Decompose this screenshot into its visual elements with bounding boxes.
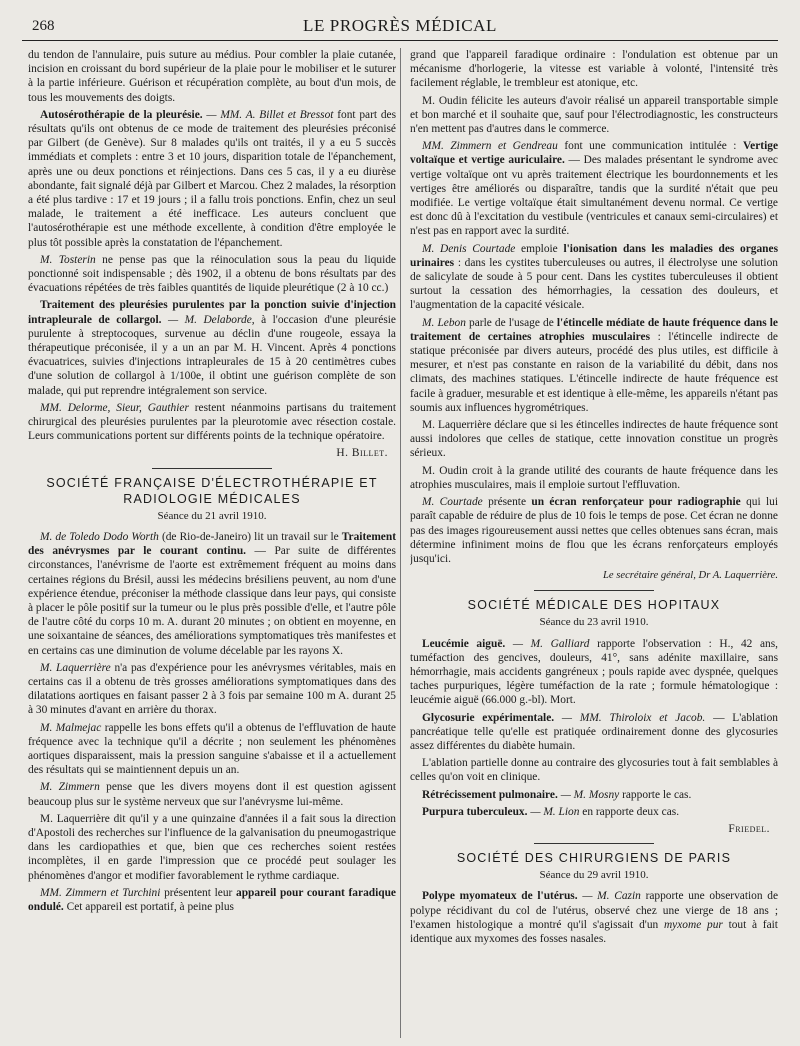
paragraph — [410, 788, 778, 802]
author-names: MM. Zimmern et Turchini — [40, 886, 161, 899]
paragraph-text: rapporte le cas. — [622, 788, 692, 801]
paragraph-text: — L'ablation pancréatique telle qu'elle est pratiquée ordinairement donne des glycosuries assez différentes du diabète humain. — [410, 711, 778, 752]
author-names: — M. Delaborde, — [168, 313, 255, 326]
paragraph: M. Laquerrière dit qu'il y a une quinzaine d'années il a fait sous la direction d'Apostoli des recherches sur l'influence de la galvanisation du pneumogastrique dans les cardiopathies et que, bien que ces recherches soient restées incomplètes, il en garde l'impression que ce procédé peut soulager les phénomènes d'angor et modifier favorablement le rythme cardiaque. — [28, 812, 396, 882]
paragraph — [410, 316, 778, 415]
author-names: MM. Delorme, Sieur, Gauthier — [40, 401, 189, 414]
paragraph-text: à l'occasion d'une pleurésie purulente à streptocoques, survenue au déclin d'une rougeole, essaya la thérapeutique préconisée, il y a un an par M. H. Vincent. Après 4 ponctions évacuatrices, suivies d'injections intrapleurales de 15 à 20 centimètres cubes d'une solution de collargol à 1/100e, il obtint une guérison complète de son malade, qui put reprendre intégralement son service. — [28, 313, 396, 397]
paragraph-text: — Par suite de différentes circonstances, l'anévrisme de l'aorte est extrêmement fréquent au moins dans certaines régions du Brésil, aussi les médecins brésiliens peuvent, au nom d'une expérience étendue, préconiser la méthode classique dans leur pays, qui consiste à placer le pôle positif sur la tumeur ou le plus près possible d'elle, et l'autre pôle de l'autre côté du corps 10 m. A. durant 20 minutes ; on obtient en moyenne, en une soixantaine de séances, des améliorations symptomatiques très manifestes et en certains cas une diminution de volume décelable par les rayons X. — [28, 545, 396, 657]
paragraph — [28, 886, 396, 914]
section-heading: un écran renforçateur pour radiographie — [531, 496, 741, 509]
section-heading: Glycosurie expérimentale. — [422, 711, 555, 724]
page-header — [22, 14, 778, 41]
session-date: Séance du 29 avril 1910. — [539, 869, 649, 882]
paragraph-text: parle de l'usage de — [469, 316, 554, 329]
right-column — [410, 48, 778, 1038]
section-heading: Vertige voltaïque et vertige auriculaire. — [410, 140, 778, 167]
section-heading: Traitement des anévrysmes par le courant continu. — [28, 530, 396, 558]
paragraph-text: : dans les cystites tuberculeuses ou autres, il électrolyse une solution de salicylate de soude à 5 pour cent. Dans les cystites tuberculeuses il obtient surtout la cessation des hémorrhagies, la cessation des douleurs, et l'augmentation de la capacité vésicale. — [410, 256, 778, 312]
page-number: 268 — [32, 18, 55, 34]
author-names: — M. Galliard — [512, 637, 590, 650]
paragraph: M. Oudin croit à la grande utilité des courants de haute fréquence dans les atrophies musculaires, mais il emploie surtout l'effluvation. — [410, 464, 778, 491]
author-names: M. Lebon — [422, 316, 466, 329]
paragraph-text: n'a pas d'expérience pour les anévrysmes véritables, mais en certains cas il a obtenu de très grosses améliorations symptomatiques dans des dilatations aortiques en faisant passer 2 à 3 fois par semaine 100 m A. durant 25 à 30 minutes d'avant en arrière du thorax. — [28, 661, 396, 717]
section-rule — [534, 590, 654, 591]
author-names: M. de Toledo Dodo Worth — [40, 530, 159, 543]
author-names: MM. Zimmern et Gendreau — [422, 140, 558, 153]
society-title: SOCIÉTÉ DES CHIRURGIENS DE PARIS — [456, 851, 732, 866]
paragraph-text: en rapporte deux cas. — [582, 805, 680, 818]
paragraph-text: (de Rio-de-Janeiro) lit un travail sur le — [161, 530, 339, 543]
section-heading: Rétrécissement pulmonaire. — [422, 788, 558, 801]
emphasis-text: myxome pur — [663, 918, 723, 931]
paragraph-text: : l'étincelle indirecte de statique préconisée par divers auteurs, procédé des plus utiles, est difficile à mesurer, et n'est pas constante en raison de la variabilité du débit, dans nos climats, des machines statiques. L'étincelle indirecte de haute fréquence est facile à graduer, mesurable et est identique à elle-même, les appareils n'étant pas soumis aux influences hygrométriques. — [410, 330, 778, 414]
paragraph: L'ablation partielle donne au contraire des glycosuries tout à fait semblables à celles qu'on voit en clinique. — [410, 757, 778, 784]
society-title: SOCIÉTÉ MÉDICALE DES HOPITAUX — [467, 598, 721, 613]
paragraph-text: restent néanmoins partisans du traitement chirurgical des pleurésies purulentes par la pleurotomie avec résection costale. Leurs communications portent sur différents points de la technique opératoire. — [28, 401, 396, 443]
society-title: SOCIÉTÉ FRANÇAISE D'ÉLECTROTHÉRAPIE ET RADIOLOGIE MÉDICALES — [46, 475, 378, 506]
session-date: Séance du 23 avril 1910. — [539, 616, 649, 629]
signature — [28, 446, 396, 460]
paragraph-text: font part des résultats qu'ils ont obtenus de ce mode de traitement des pleurésies préconisé par Gilbert (de Genève). Sur 8 malades qu'ils ont traités, il y a eu 5 succès immédiats et complets : entre 3 et 10 jours, disparition totale de l'épanchement, après une ou deux ponctions et réinjections. Dans ces 5 cas, il y a eu diurèse abondante, fait signalé déjà par Gilbert et Marcou. Chez 2 malades, la résorption a été plus tardive : 17 et 19 jours ; il a fallu trois ponctions. Enfin, chez un seul malade, le traitement a été inefficace. Les auteurs concluent que l'autosérothérapie est une méthode excellente, à condition d'être employée le plus tôt possible après la constatation de l'épanchement. — [28, 108, 396, 249]
paragraph-text: font une communication intitulée : — [564, 140, 737, 153]
paragraph — [28, 661, 396, 718]
paragraph-text: présente — [488, 496, 527, 509]
section-heading: l'étincelle médiate de haute fréquence dans le traitement de certaines atrophies musculaires — [410, 316, 778, 343]
paragraph — [410, 139, 778, 238]
author-names: M. Denis Courtade — [422, 242, 516, 255]
paragraph-text: présentent leur — [164, 886, 233, 899]
paragraph — [28, 721, 396, 778]
author-names: M. Laquerrière — [40, 661, 111, 674]
author-names: — M. Cazin — [582, 890, 641, 903]
author-names: — M. Lion — [530, 805, 580, 818]
paragraph — [410, 889, 778, 946]
author-names: — MM. A. Billet et Bressot — [206, 108, 334, 121]
paragraph: M. Laquerrière déclare que si les étincelles indirectes de haute fréquence sont aussi indolores que celles de statique, cette innovation constitue un progrès sérieux. — [410, 419, 778, 460]
section-heading: Polype myomateux de l'utérus. — [422, 890, 578, 903]
paragraph-text: rappelle les bons effets qu'il a obtenus de l'effluvation de haute fréquence avec la technique qu'il a décrite ; non seulement les phénomènes aortiques disparaissent, mais la pression sanguine s'abaisse et il a actuellement des résultats qui se maintiennent depuis un an. — [28, 721, 396, 777]
author-names: M. Tosterin — [40, 253, 96, 266]
paragraph — [410, 711, 778, 754]
paragraph-text: Cet appareil est portatif, à peine plus — [66, 900, 234, 913]
paragraph-text: rapporte l'observation : H., 42 ans, tuméfaction des gencives, douleurs, 41°, sans adénite maxillaire, sans hémorrhagie, mais accidents gangréneux ; pouls rapide avec dyspnée, quelques taches purpuriques, légère tuméfaction de la rate ; formule hématologique : leucémie aiguë (66.000 g.-bl). Mort. — [410, 637, 778, 707]
paragraph: M. Oudin félicite les auteurs d'avoir réalisé un appareil transportable simple et bon marché et il souhaite que, sauf pour l'électrodiagnostic, les constructeurs n'en mettent pas d'autres dans le commerce. — [410, 94, 778, 136]
author-names: — MM. Thiroloix et Jacob. — [561, 711, 706, 724]
paragraph — [410, 242, 778, 313]
paragraph-text: ne pense pas que la réinoculation sous la peau du liquide ponctionné soit indispensable ; dès 1902, il a obtenu de bons résultats par des évacuations répétées de très faibles quantités de liquide pleurétique (2 à 10 cc.) — [28, 253, 396, 295]
column-divider — [400, 48, 401, 1038]
signature — [410, 822, 778, 836]
paragraph-text: — Des malades présentant le syndrome avec vertige voltaïque ont vu après traitement électrique les bourdonnements et les vertiges être améliorés ou disparaître, tandis que la surdité n'était que peu modifiée. Le vertige voltaïque était simultanément devenu normal. Ce vertige est donc dû à l'excitation du vestibule (ventricules et canaux semi-circulaires) et n'est pas en rapport avec la surdité. — [410, 154, 778, 238]
section-heading: appareil pour courant faradique ondulé. — [28, 886, 396, 913]
signature-text: Friedel. — [728, 822, 770, 835]
paragraph — [28, 401, 396, 444]
section-heading: l'ionisation dans les maladies des organes urinaires — [410, 242, 778, 269]
session-date: Séance du 21 avril 1910. — [157, 509, 267, 522]
paragraph — [28, 108, 396, 250]
paragraph — [410, 637, 778, 708]
journal-title: LE PROGRÈS MÉDICAL — [302, 16, 498, 35]
author-names: — M. Mosny — [560, 788, 620, 801]
section-rule — [534, 843, 654, 844]
section-heading: Autosérothérapie de la pleurésie. — [40, 108, 203, 121]
signature-text: H. Billet. — [336, 447, 388, 460]
paragraph-text: rapporte une observation de polype récidivant du col de l'utérus, observé chez une vierge de 18 ans ; l'examen histologique a montré qu'il s'agissait d'un — [410, 890, 778, 931]
paragraph: grand que l'appareil faradique ordinaire : l'ondulation est obtenue par un mécanisme d'horlogerie, la vitesse est variable à volonté, l'intensité très facilement réglable, le trembleur est atonique, etc. — [410, 49, 778, 90]
section-heading: Purpura tuberculeux. — [422, 805, 528, 818]
paragraph-text: emploie — [521, 242, 558, 255]
section-heading: Traitement des pleurésies purulentes par la ponction suivie d'injection intrapleurale de collargol. — [28, 299, 396, 326]
paragraph — [28, 298, 396, 397]
paragraph — [410, 495, 778, 566]
paragraph-text: pense que les divers moyens dont il est question agissent beaucoup plus sur le système nerveux que sur l'anévrysme lui-même. — [28, 781, 396, 808]
paragraph — [410, 805, 778, 819]
paragraph: du tendon de l'annulaire, puis suture au médius. Pour combler la plaie cutanée, incision en croissant du bord supérieur de la plaie pour le mobiliser et le suturer à la partie inférieure. Guérison et récupération complète, au bout d'un mois, de tous les mouvements des doigts. — [28, 49, 396, 104]
paragraph — [28, 780, 396, 808]
paragraph — [28, 530, 396, 658]
paragraph-text: tout à fait identique aux myxomes des fosses nasales. — [410, 918, 778, 945]
author-names: M. Malmejac — [40, 721, 102, 734]
paragraph — [28, 253, 396, 296]
section-rule — [152, 468, 272, 469]
paragraph-text: qui lui paraît capable de réduire de plus de 10 fois le temps de pose. Cet écran ne donne pas des images rigoureusement aussi nettes que celles obtenues sans écran, mais détermine infiniment moins de flou que les écrans renforçateurs employés jusqu'ici. — [410, 496, 778, 565]
left-column — [28, 48, 396, 1038]
author-names: M. Courtade — [422, 496, 483, 509]
author-names: M. Zimmern — [40, 781, 100, 794]
section-heading: Leucémie aiguë. — [422, 637, 506, 650]
signature: Le secrétaire général, Dr A. Laquerrière. — [603, 570, 778, 582]
